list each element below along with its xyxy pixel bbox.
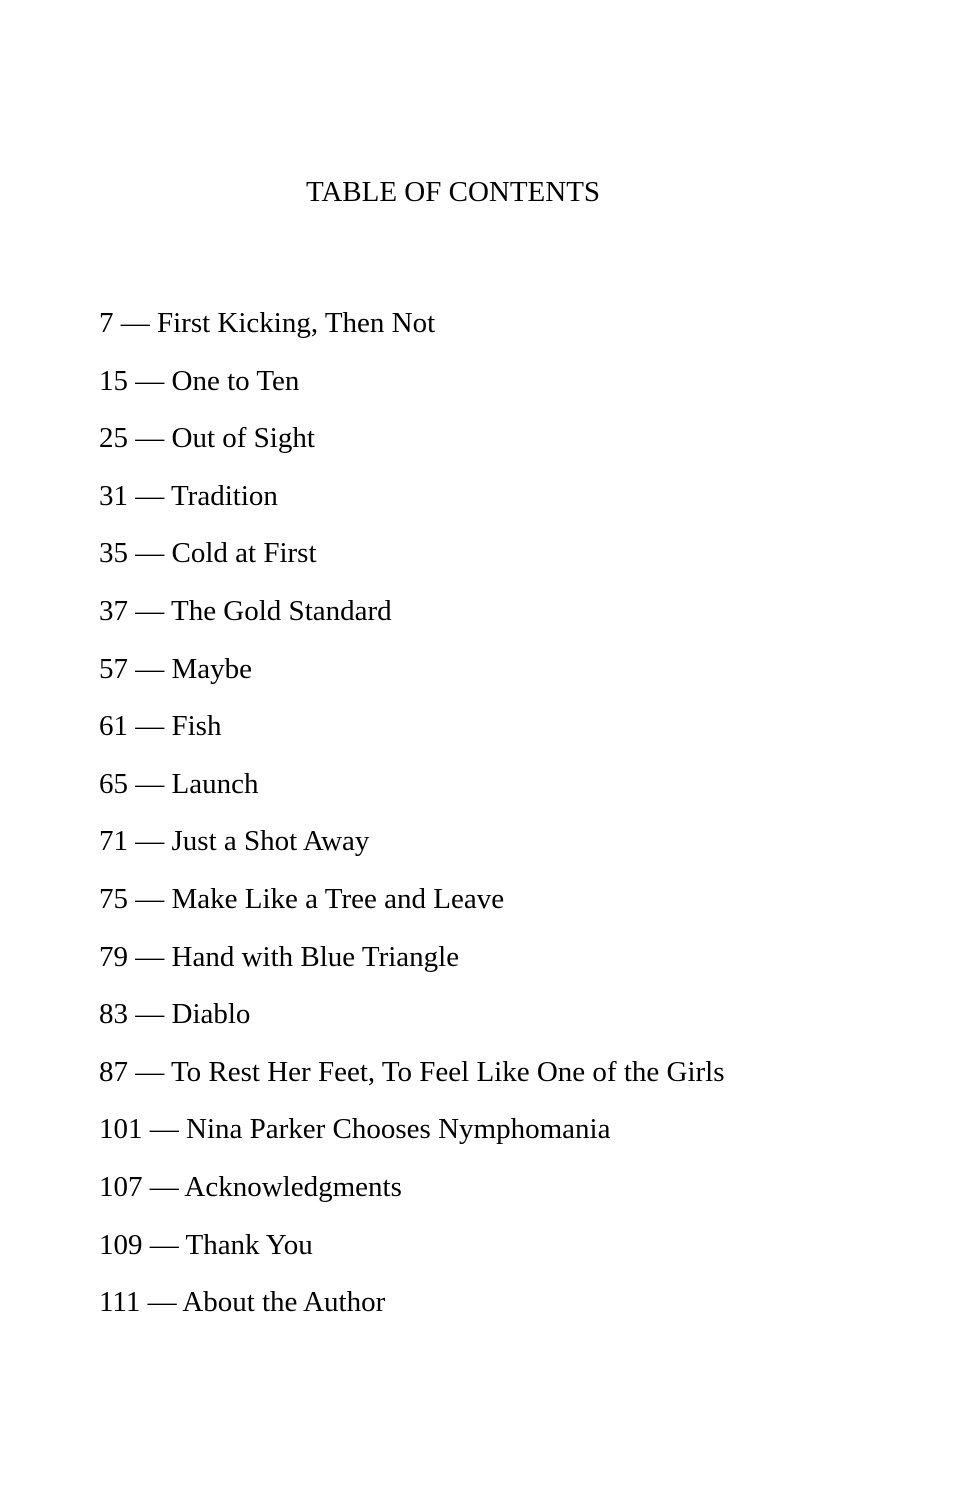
toc-entry: 57 — Maybe	[99, 652, 253, 685]
toc-list	[99, 305, 725, 1342]
toc-entry: 111 — About the Author	[99, 1286, 386, 1319]
toc-entry: 107 — Acknowledgments	[99, 1170, 402, 1203]
toc-entry: 15 — One to Ten	[99, 364, 300, 397]
toc-entry: 71 — Just a Shot Away	[99, 825, 370, 858]
toc-entry: 65 — Launch	[99, 767, 259, 800]
toc-entry: 37 — The Gold Standard	[99, 594, 392, 627]
toc-entry: 7 — First Kicking, Then Not	[99, 307, 436, 339]
toc-entry: 31 — Tradition	[99, 479, 278, 512]
toc-entry: 109 — Thank You	[99, 1228, 313, 1261]
toc-entry: 25 — Out of Sight	[99, 422, 315, 455]
toc-entry: 35 — Cold at First	[99, 537, 317, 570]
toc-entry: 87 — To Rest Her Feet, To Feel Like One of the Girls	[99, 1055, 725, 1088]
toc-entry: 61 — Fish	[99, 710, 222, 743]
toc-entry: 79 — Hand with Blue Triangle	[99, 940, 460, 973]
toc-entry: 83 — Diablo	[99, 998, 251, 1031]
toc-entry: 101 — Nina Parker Chooses Nymphomania	[99, 1113, 611, 1146]
toc-entry: 75 — Make Like a Tree and Leave	[99, 882, 505, 915]
page-title: TABLE OF CONTENTS	[305, 176, 601, 208]
